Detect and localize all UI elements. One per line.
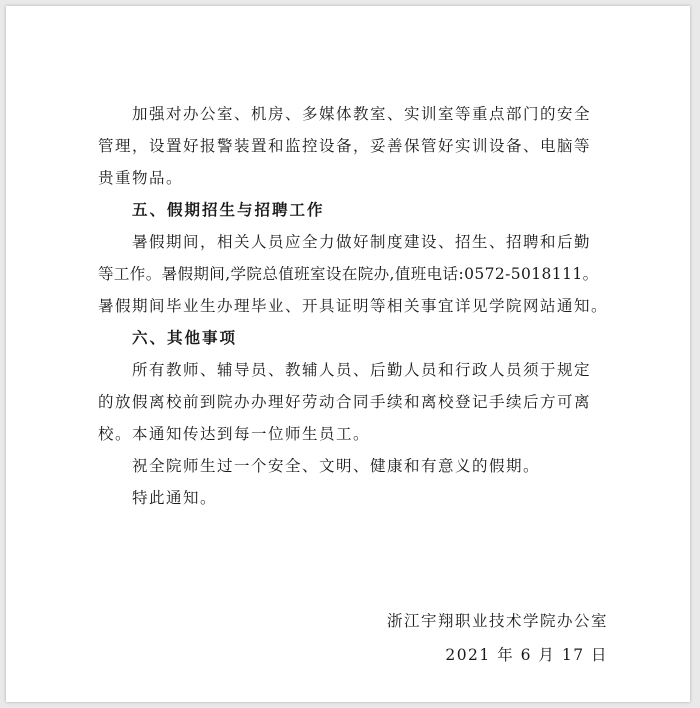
signature-org: 浙江宇翔职业技术学院办公室 — [386, 612, 608, 630]
signature-date: 2021 年 6 月 17 日 — [445, 646, 608, 664]
para3-line3: 校。本通知传达到每一位师生员工。 — [98, 425, 371, 443]
section6-heading: 六、其他事项 — [132, 329, 238, 347]
para5: 特此通知。 — [132, 489, 218, 507]
para3-line1: 所有教师、辅导员、教辅人员、后勤人员和行政人员须于规定 — [132, 361, 592, 379]
signature-block — [387, 604, 608, 672]
para1-line3: 贵重物品。 — [98, 169, 184, 187]
section5-heading: 五、假期招生与招聘工作 — [132, 201, 325, 219]
para2-line2: 等工作。暑假期间,学院总值班室设在院办,值班电话:0572-5018111。 — [98, 265, 599, 283]
para1-line2: 管理，设置好报警装置和监控设备，妥善保管好实训设备、电脑等 — [98, 137, 592, 155]
document-page — [6, 6, 690, 702]
para3-line2: 的放假离校前到院办办理好劳动合同手续和离校登记手续后方可离 — [98, 393, 592, 411]
para2-line1: 暑假期间，相关人员应全力做好制度建设、招生、招聘和后勤 — [132, 233, 592, 251]
para2-line3: 暑假期间毕业生办理毕业、开具证明等相关事宜详见学院网站通知。 — [98, 297, 609, 315]
para1-line1: 加强对办公室、机房、多媒体教室、实训室等重点部门的安全 — [132, 105, 592, 123]
document-body — [98, 98, 628, 514]
para4: 祝全院师生过一个安全、文明、健康和有意义的假期。 — [132, 457, 541, 475]
